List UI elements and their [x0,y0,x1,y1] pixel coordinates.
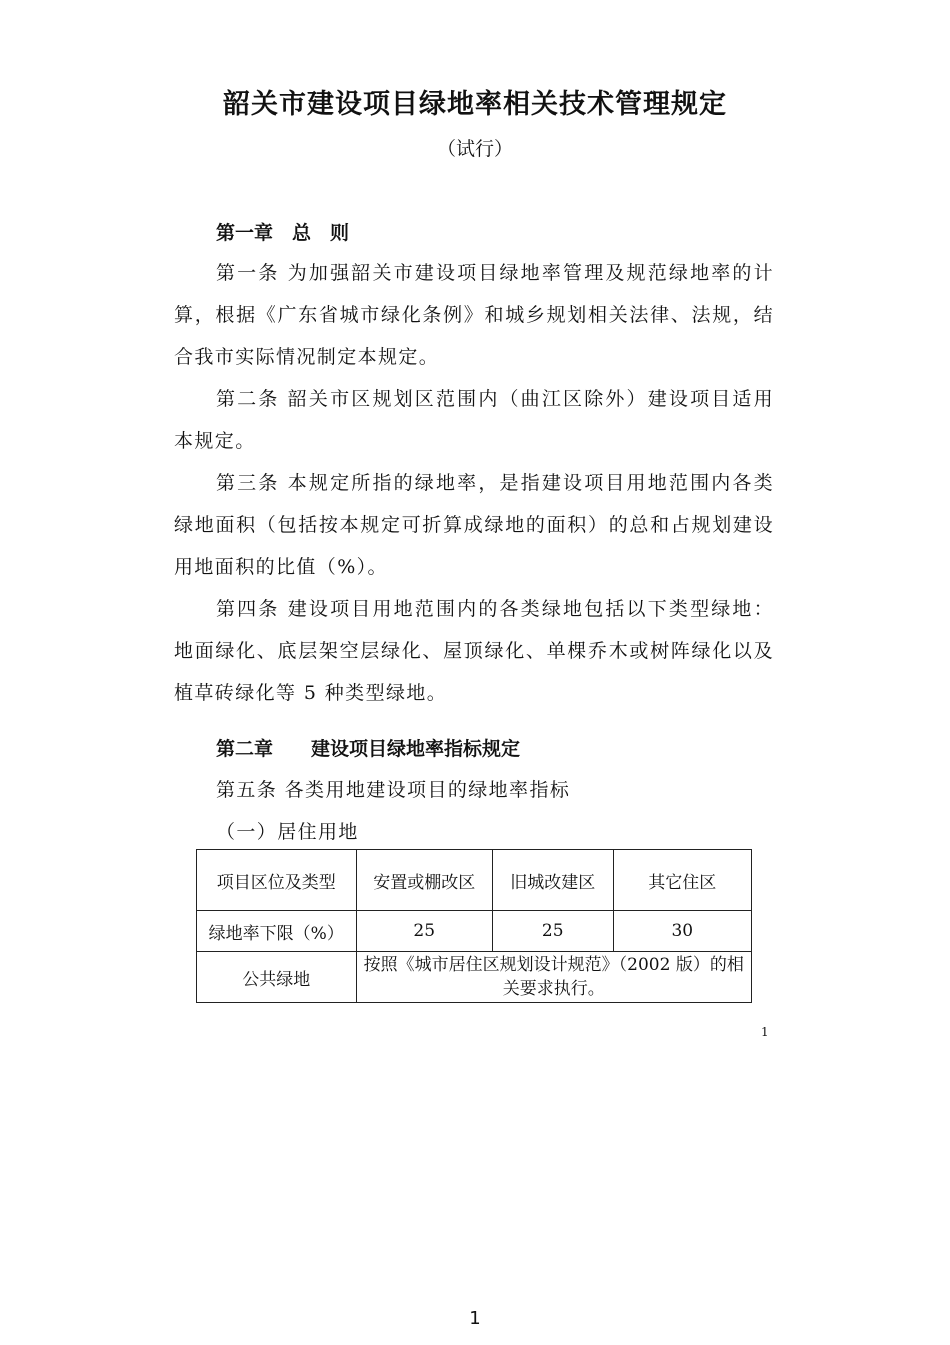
public-green-note: 按照《城市居住区规划设计规范》（2002 版）的相关要求执行。 [363,955,744,999]
document-title: 韶关市建设项目绿地率相关技术管理规定 [223,89,727,120]
chapter-1-heading: 第一章 总 则 [216,222,350,244]
table-header-cell: 项目区位及类型 [197,850,357,911]
table-cell: 25 [492,911,613,952]
table-header-cell: 安置或棚改区 [356,850,492,911]
table-cell [356,952,752,1003]
table-row [197,911,752,952]
chapter-2-heading: 第二章 建设项目绿地率指标规定 [216,738,521,760]
article-3: 第三条 本规定所指的绿地率，是指建设项目用地范围内各类绿地面积（包括按本规定可折算成绿地的面积）的总和占规划建设用地面积的比值（%）。 [174,472,774,578]
table-row-label: 公共绿地 [197,952,357,1003]
article-1: 第一条 为加强韶关市建设项目绿地率管理及规范绿地率的计算，根据《广东省城市绿化条例》和城乡规划相关法律、法规，结合我市实际情况制定本规定。 [174,262,774,368]
green-rate-table [196,849,752,1003]
table-header-cell: 旧城改建区 [492,850,613,911]
article-2: 第二条 韶关市区规划区范围内（曲江区除外）建设项目适用本规定。 [174,388,774,452]
document-subtitle: （试行） [436,138,513,160]
article-4: 第四条 建设项目用地范围内的各类绿地包括以下类型绿地：地面绿化、底层架空层绿化、屋顶绿化、单棵乔木或树阵绿化以及植草砖绿化等 5 种类型绿地。 [174,598,774,704]
section-residential-land: （一）居住用地 [216,821,359,843]
page-number: 1 [469,1308,481,1329]
page-number-small: 1 [761,1025,769,1039]
table-row [197,952,752,1003]
table-cell: 30 [613,911,751,952]
table-header-cell: 其它住区 [613,850,751,911]
table-row-label: 绿地率下限（%） [197,911,357,952]
table-cell: 25 [356,911,492,952]
article-5: 第五条 各类用地建设项目的绿地率指标 [216,779,571,801]
table-row [197,850,752,911]
